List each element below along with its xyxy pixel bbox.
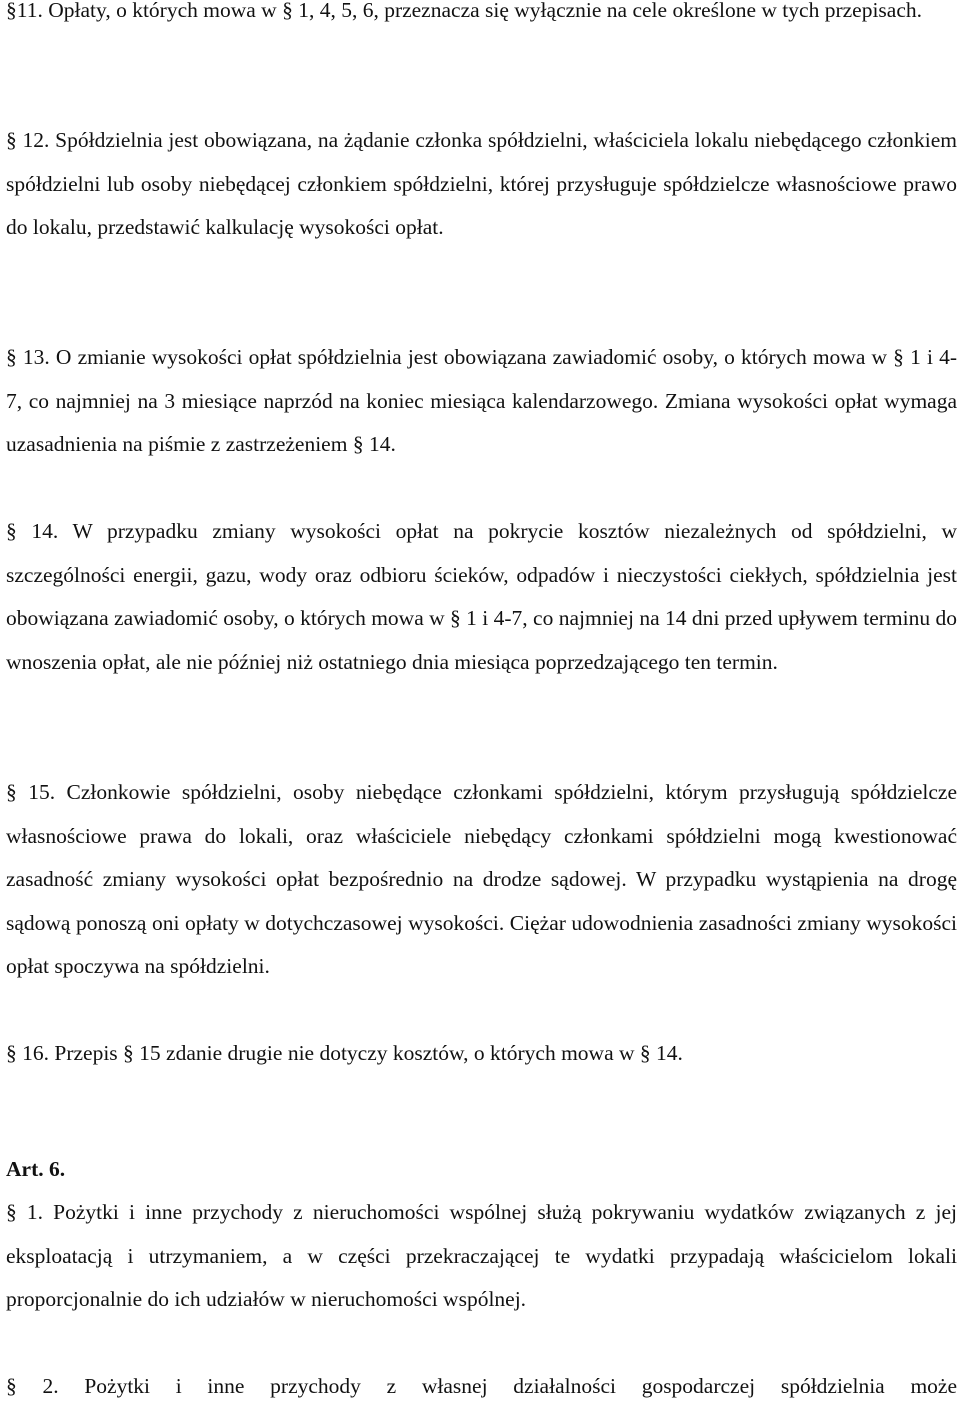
- article-6-paragraph-1: § 1. Pożytki i inne przychody z nieruchomości wspólnej służą pokrywaniu wydatków związanych z jej eksploatacją i utrzymaniem, a w części przekraczającej te wydatki przypadają właścicielom lokali proporcjonalnie do ich udziałów w nieruchomości wspólnej.: [6, 1200, 957, 1311]
- paragraph-13: § 13. O zmianie wysokości opłat spółdzielnia jest obowiązana zawiadomić osoby, o których mowa w § 1 i 4-7, co najmniej na 3 miesiące naprzód na koniec miesiąca kalendarzowego. Zmiana wysokości opłat wymaga uzasadnienia na piśmie z zastrzeżeniem § 14.: [6, 345, 957, 456]
- paragraph-14: § 14. W przypadku zmiany wysokości opłat na pokrycie kosztów niezależnych od spółdzielni, w szczególności energii, gazu, wody oraz odbioru ścieków, odpadów i nieczystości ciekłych, spółdzielnia jest obowiązana zawiadomić osoby, o których mowa w § 1 i 4-7, co najmniej na 14 dni przed upływem terminu do wnoszenia opłat, ale nie później niż ostatniego dnia miesiąca poprzedzającego ten termin.: [6, 519, 957, 674]
- paragraph-15: § 15. Członkowie spółdzielni, osoby niebędące członkami spółdzielni, którym przysługują spółdzielcze własnościowe prawa do lokali, oraz właściciele niebędący członkami spółdzielni mogą kwestionować zasadność zmiany wysokości opłat bezpośrednio na drodze sądowej. W przypadku wystąpienia na drogę sądową ponoszą oni opłaty w dotychczasowej wysokości. Ciężar udowodnienia zasadności zmiany wysokości opłat spoczywa na spółdzielni.: [6, 780, 957, 978]
- article-6-paragraph-2: § 2. Pożytki i inne przychody z własnej działalności gospodarczej spółdzielnia może: [6, 1374, 957, 1398]
- paragraph-12: § 12. Spółdzielnia jest obowiązana, na żądanie członka spółdzielni, właściciela lokalu niebędącego członkiem spółdzielni lub osoby niebędącej członkiem spółdzielni, której przysługuje spółdzielcze własnościowe prawo do lokalu, przedstawić kalkulację wysokości opłat.: [6, 128, 957, 239]
- paragraph-11: §11. Opłaty, o których mowa w § 1, 4, 5, 6, przeznacza się wyłącznie na cele określone w tych przepisach.: [6, 0, 922, 22]
- article-6-heading: Art. 6.: [6, 1157, 66, 1181]
- paragraph-16: § 16. Przepis § 15 zdanie drugie nie dotyczy kosztów, o których mowa w § 14.: [6, 1041, 683, 1065]
